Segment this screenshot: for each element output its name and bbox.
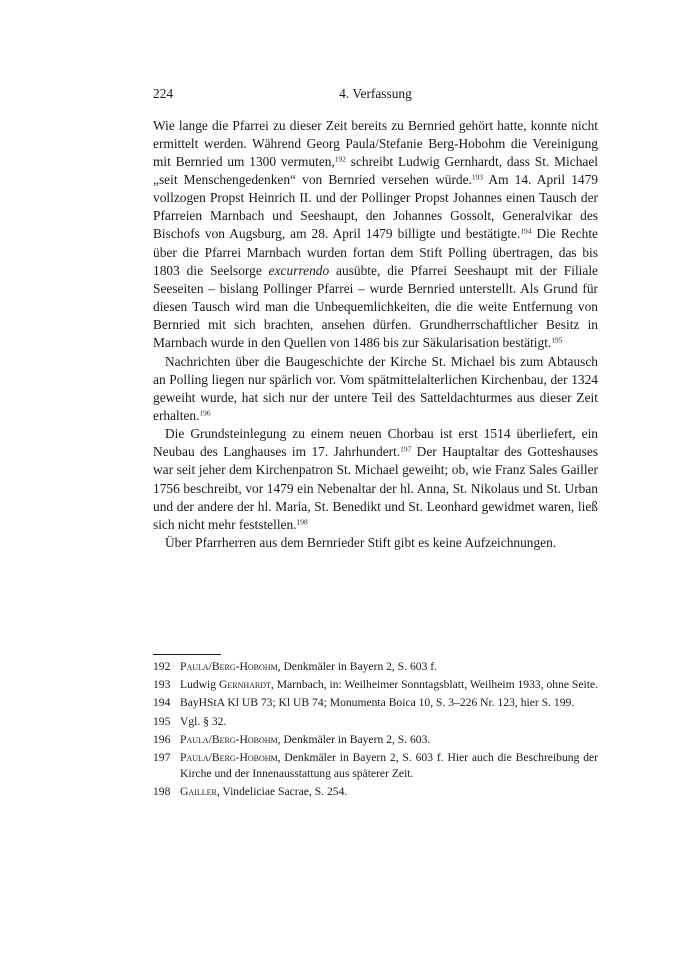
footnote-text (180, 714, 598, 730)
footnote-number: 195 (153, 714, 171, 728)
footnote-reference: 195 (551, 335, 563, 345)
footnote-number: 193 (153, 678, 171, 692)
page-header (153, 85, 598, 103)
running-title: 4. Verfassung (339, 86, 412, 101)
text-run: ausübte, die Pfarrei Seeshaupt mit der Filiale Seeseiten – bislang Pollinger Pfarrei – wurde Bernried unterstellt. Als Grund für diesen Tausch wird man die Unbequemlichkeiten, die die weite Entfernung von Bernried mit sich brachten, ansehen dürfen. Grundherrschaftlicher Besitz in Marnbach wurde in den Quellen von 1486 bis zur Säkularisation bestätigt. (153, 262, 598, 351)
text-run: BayHStA Kl UB 73; Kl UB 74; Monumenta Boica 10, S. 3–226 Nr. 123, hier S. 199. (180, 696, 575, 710)
footnote-reference: 197 (400, 444, 412, 454)
footnote-number: 192 (153, 660, 171, 673)
footnote-number: 197 (153, 750, 171, 764)
text-run: , Denkmäler in Bayern 2, S. 603. (277, 732, 431, 746)
author-name: Gailler (180, 784, 217, 798)
author-name: Gernhardt (218, 678, 271, 692)
footnote-text (180, 784, 598, 800)
footnote-text (180, 750, 598, 781)
footnote-reference: 192 (334, 154, 346, 164)
paragraph (153, 117, 598, 353)
text-run: Ludwig (180, 678, 219, 692)
paragraph (153, 353, 598, 426)
text-run: Die Grundsteinlegung zu einem neuen Chorbau ist erst 1514 überliefert, ein Neubau des Langhauses im 17. Jahrhundert. (153, 426, 598, 460)
paragraph (153, 534, 598, 552)
text-run: , Marnbach, in: Weilheimer Sonntagsblatt, Weilheim 1933, ohne Seite. (270, 678, 599, 692)
text-run: Nachrichten über die Baugeschichte der Kirche St. Michael bis zum Abtausch an Polling liegen nur spärlich vor. Vom spätmittelalterlichen Kirchenbau, der 1324 geweiht wurde, hat sich nur der untere Teil des Satteldachturmes aus dieser Zeit erhalten. (153, 353, 598, 423)
text-run: , Denkmäler in Bayern 2, S. 603 f. Hier auch die Beschreibung der Kirche und der Innenausstattung aus späterer Zeit. (180, 750, 598, 780)
text-run: Wie lange die Pfarrei zu dieser Zeit bereits zu Bernried gehört hatte, konnte nicht ermittelt werden. Während Georg Paula/Stefanie Berg-Hobohm die Vereinigung mit Bernried um 1300 vermuten, (153, 117, 598, 169)
author-name: Paula/Berg-Hobohm (180, 660, 278, 673)
footnote-reference: 198 (296, 517, 308, 527)
footnote-text (180, 695, 598, 711)
footnote-number: 196 (153, 732, 171, 746)
footnote-text (180, 732, 598, 748)
footnote-text (180, 659, 598, 675)
footnote (153, 714, 598, 730)
footnote-reference: 193 (471, 172, 483, 182)
italic-term: excurrendo (268, 262, 330, 278)
main-text (153, 117, 598, 553)
text-run: schreibt Ludwig Gernhardt, dass St. Michael „seit Menschengedenken“ von Bernried versehen würde. (153, 153, 598, 187)
footnote (153, 677, 598, 693)
text-run: , Denkmäler in Bayern 2, S. 603 f. (277, 660, 438, 673)
text-run: Der Hauptaltar des Gotteshauses war seit jeher dem Kirchenpatron St. Michael geweiht; ob, wie Franz Sales Gailler 1756 beschreibt, vor 1479 ein Nebenaltar der hl. Anna, St. Nikolaus und St. Urban und der andere der hl. Maria, St. Benedikt und St. Leonhard gewidmet waren, ließ sich nicht mehr feststellen. (153, 444, 598, 532)
text-run: Die Rechte über die Pfarrei Marnbach wurden fortan dem Stift Polling übertragen, das bis 1803 die Seelsorge (153, 226, 598, 278)
text-run: Am 14. April 1479 vollzogen Propst Heinrich II. und der Pollinger Propst Johannes einen Tausch der Pfarreien Marnbach und Seeshaupt, den Johannes Gossolt, Generalvikar des Bischofs von Augsburg, am 28. April 1479 billigte und bestätigte. (153, 171, 598, 242)
footnote (153, 750, 598, 781)
paragraph (153, 425, 598, 534)
text-run: Vgl. § 32. (180, 714, 227, 728)
footnote (153, 659, 598, 675)
footnote (153, 784, 598, 800)
footnote-number: 198 (153, 784, 171, 798)
text-run: Über Pfarrherren aus dem Bernrieder Stift gibt es keine Aufzeichnungen. (165, 535, 557, 551)
footnote-text (180, 677, 598, 693)
page-number: 224 (153, 86, 174, 101)
footnote (153, 695, 598, 711)
author-name: Paula/Berg-Hobohm (180, 732, 278, 746)
footnote-reference: 194 (520, 226, 532, 236)
footnote-separator (153, 654, 221, 655)
text-run: , Vindeliciae Sacrae, S. 254. (216, 784, 348, 798)
footnote-number: 194 (153, 696, 171, 710)
footnote (153, 732, 598, 748)
footnote-reference: 196 (199, 408, 211, 418)
author-name: Paula/Berg-Hobohm (180, 750, 278, 764)
footnotes (153, 659, 598, 802)
